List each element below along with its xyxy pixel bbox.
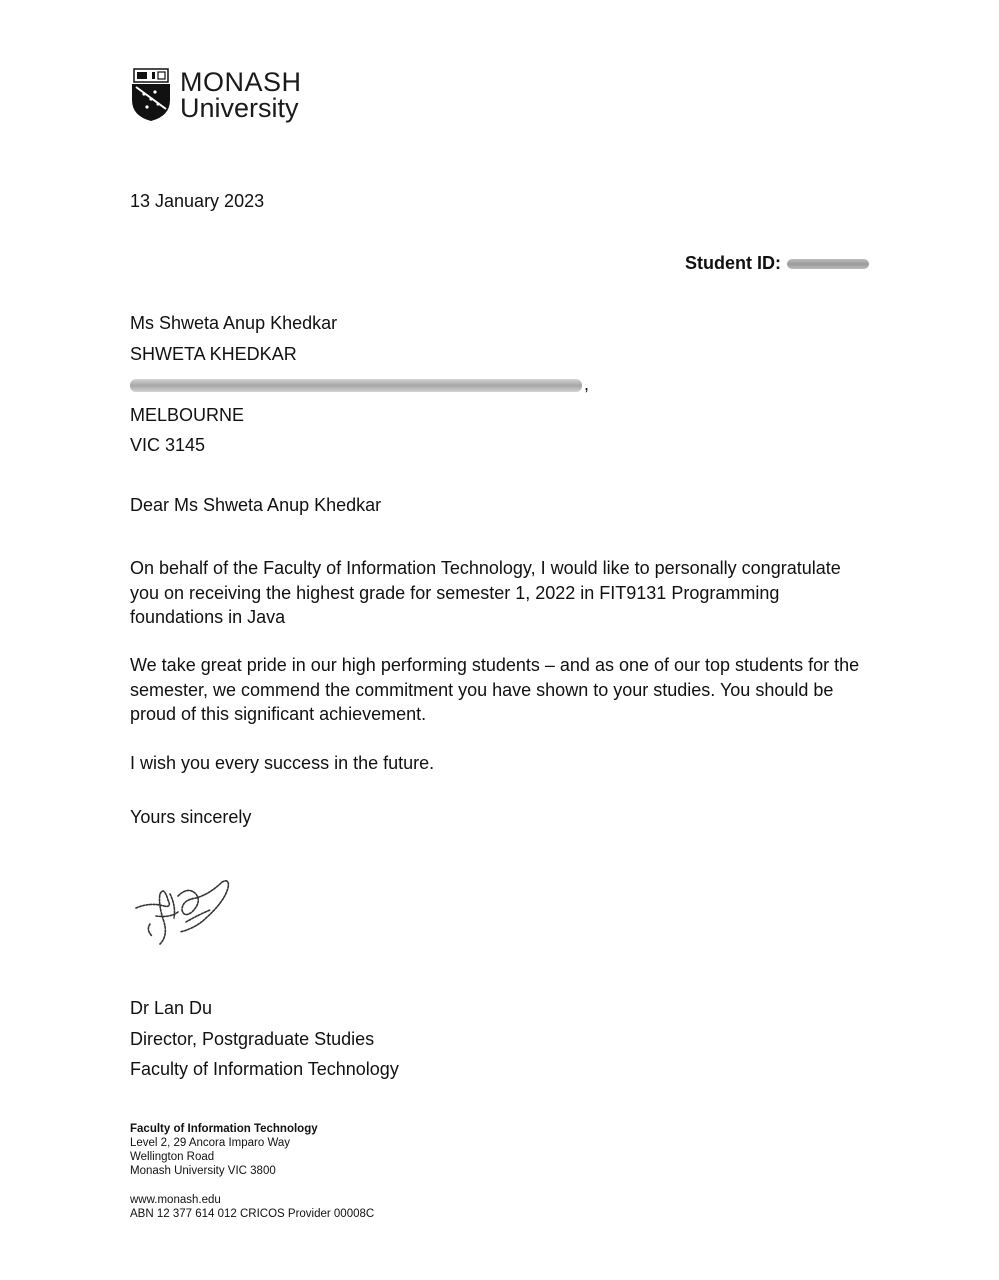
- signer-block: [130, 993, 399, 1085]
- recipient-state-postcode: VIC 3145: [130, 435, 206, 455]
- street-redaction: [130, 379, 582, 392]
- salutation: Dear Ms Shweta Anup Khedkar: [130, 495, 382, 515]
- signature-image: [130, 872, 240, 952]
- footer-address-line3: Monash University VIC 3800: [130, 1165, 276, 1177]
- recipient-name-caps: SHWETA KHEDKAR: [130, 343, 297, 364]
- logo-wordmark-line1: MONASH: [180, 67, 302, 97]
- signer-name: Dr Lan Du: [130, 998, 213, 1018]
- signer-faculty: Faculty of Information Technology: [130, 1059, 399, 1079]
- monash-logo: [130, 68, 302, 122]
- body-paragraph-3: I wish you every success in the future.: [130, 753, 435, 773]
- logo-wordmark-line2: University: [180, 93, 299, 123]
- recipient-name: Ms Shweta Anup Khedkar: [130, 313, 338, 333]
- recipient-city: MELBOURNE: [130, 404, 245, 425]
- footer-address-line1: Level 2, 29 Ancora Imparo Way: [130, 1137, 291, 1149]
- footer-contact: [130, 1193, 374, 1221]
- student-id-label: Student ID:: [685, 253, 781, 273]
- footer-address: [130, 1122, 318, 1178]
- monash-crest-icon: [130, 68, 172, 122]
- footer-faculty: Faculty of Information Technology: [130, 1123, 318, 1135]
- student-id-redaction: [787, 259, 869, 269]
- closing: Yours sincerely: [130, 807, 252, 827]
- recipient-address: [130, 312, 589, 465]
- street-comma: ,: [584, 374, 590, 394]
- footer-address-line2: Wellington Road: [130, 1151, 215, 1163]
- body-paragraph-2: We take great pride in our high performing students – and as one of our top students for the semester, we commend the commitment you have shown to your studies. You should be proud of this significant achievement.: [130, 655, 860, 724]
- student-id: [685, 252, 869, 274]
- signer-title: Director, Postgraduate Studies: [130, 1028, 375, 1049]
- recipient-street: [130, 373, 589, 404]
- footer-abn: ABN 12 377 614 012 CRICOS Provider 00008C: [130, 1208, 375, 1220]
- body-paragraph-1: On behalf of the Faculty of Information Technology, I would like to personally congratulate you on receiving the highest grade for semester 1, 2022 in FIT9131 Programming foundations in Java: [130, 558, 841, 627]
- footer-website: www.monash.edu: [130, 1194, 221, 1206]
- letter-date: 13 January 2023: [130, 191, 265, 211]
